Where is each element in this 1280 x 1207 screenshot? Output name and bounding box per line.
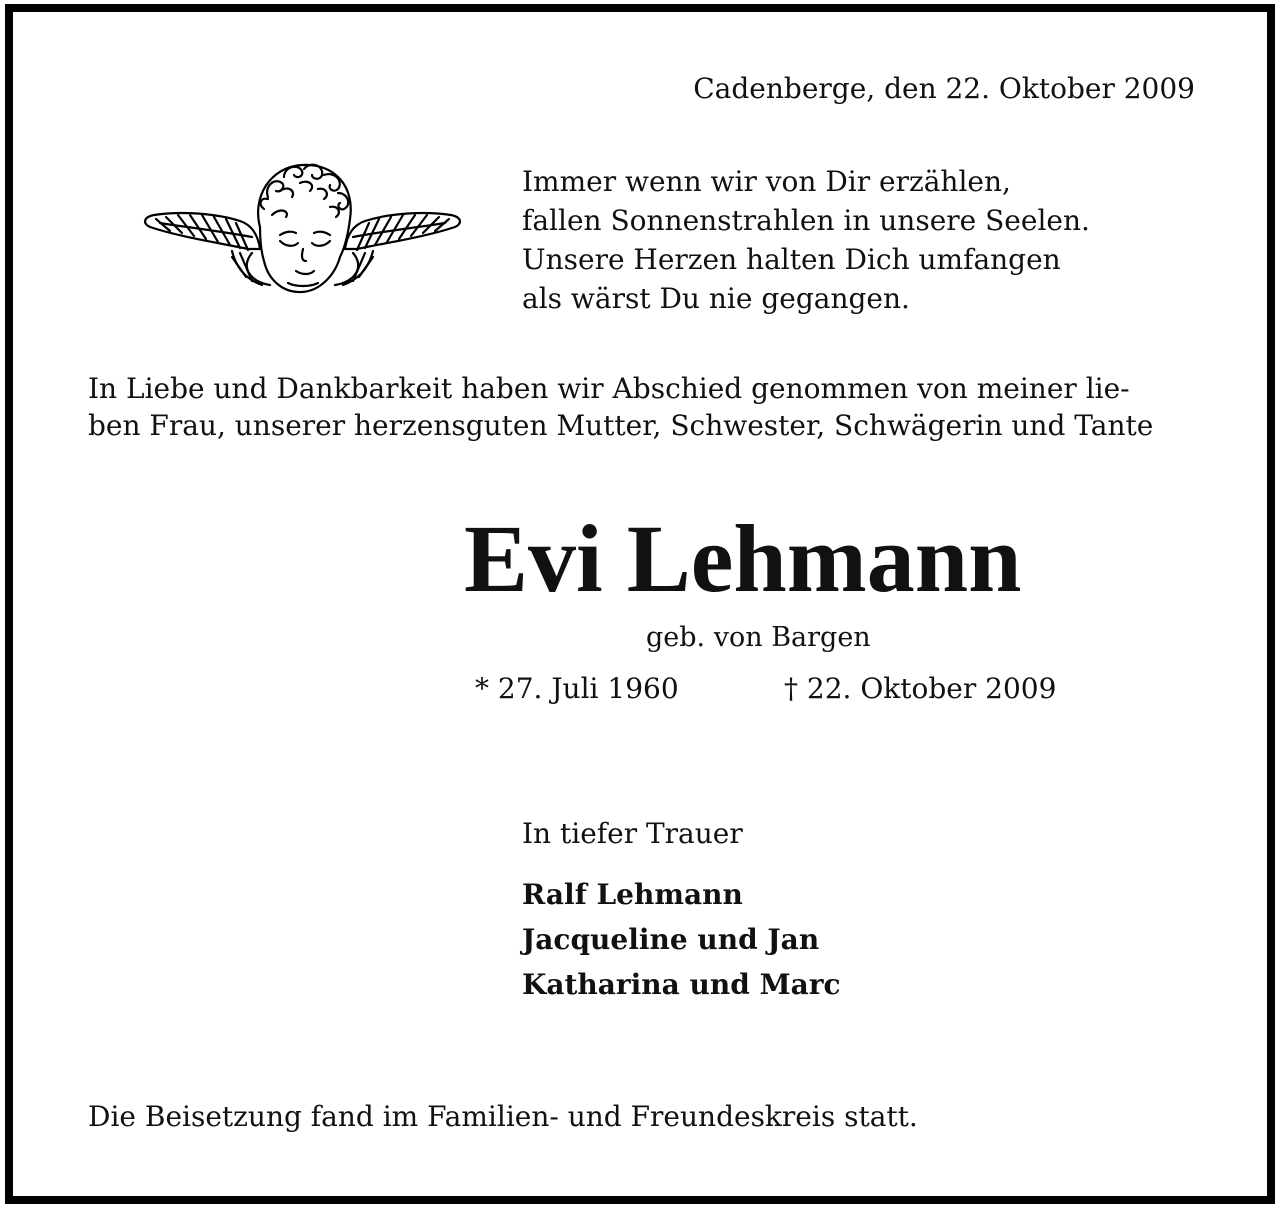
mourners-list <box>522 872 841 1007</box>
mourning-line: In tiefer Trauer <box>522 817 743 850</box>
poem <box>522 162 1090 318</box>
mourner-name: Ralf Lehmann <box>522 878 743 911</box>
angel-icon <box>140 157 465 302</box>
birth-date: * 27. Juli 1960 <box>475 672 679 705</box>
obituary-frame <box>5 4 1275 1204</box>
poem-line: Immer wenn wir von Dir erzählen, <box>522 165 1011 198</box>
deceased-name: Evi Lehmann <box>464 505 1022 612</box>
mourner-name: Jacqueline und Jan <box>522 923 820 956</box>
intro-line: ben Frau, unserer herzensguten Mutter, Schwester, Schwägerin und Tante <box>88 409 1154 442</box>
poem-line: Unsere Herzen halten Dich umfangen <box>522 243 1061 276</box>
intro-text <box>88 370 1153 444</box>
burial-note: Die Beisetzung fand im Familien- und Freundeskreis statt. <box>88 1100 918 1133</box>
death-date: † 22. Oktober 2009 <box>784 672 1057 705</box>
mourner-name: Katharina und Marc <box>522 968 841 1001</box>
maiden-name: geb. von Bargen <box>646 622 871 653</box>
dateline: Cadenberge, den 22. Oktober 2009 <box>693 72 1195 105</box>
intro-line: In Liebe und Dankbarkeit haben wir Abschied genommen von meiner lie- <box>88 372 1130 405</box>
poem-line: als wärst Du nie gegangen. <box>522 282 910 315</box>
poem-line: fallen Sonnenstrahlen in unsere Seelen. <box>522 204 1090 237</box>
